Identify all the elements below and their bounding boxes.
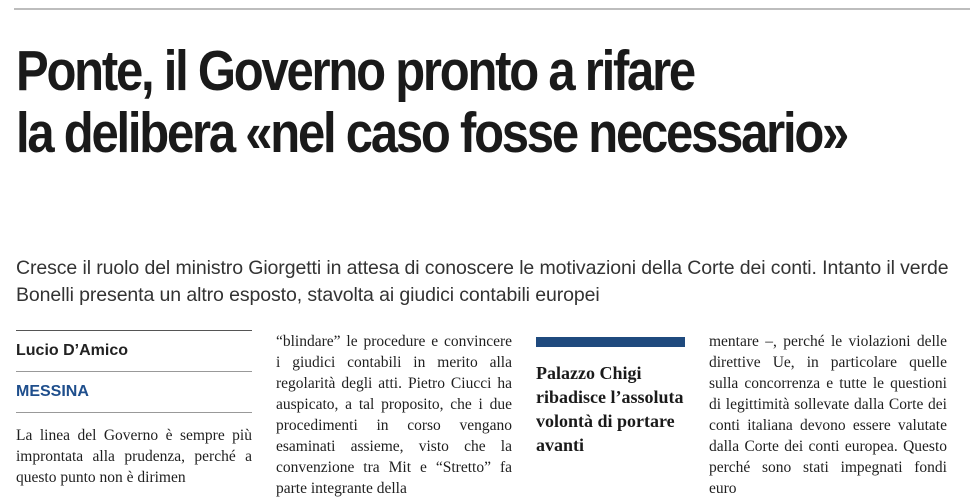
- subheadline: Cresce il ruolo del ministro Giorgetti in attesa di conoscere le motivazioni della Corte dei conti. Intanto il verde Bonelli presenta un altro esposto, stavolta ai giudici contabili europei: [16, 257, 949, 306]
- dateline-city: MESSINA: [16, 383, 89, 400]
- headline-line-2: la delibera «nel caso fosse necessario»: [16, 101, 848, 165]
- headline: [16, 39, 848, 165]
- pull-quote-bar: [536, 337, 685, 347]
- dateline-divider: [16, 412, 252, 413]
- column-1-text: La linea del Governo è sempre più improntata alla prudenza, perché a questo punto non è dirimen: [16, 427, 252, 486]
- column-2-text: “blindare” le procedure e convincere i giudici contabili in merito alla regolarità degli atti. Pietro Ciucci ha auspicato, a tal proposito, che i due procedimenti in corso vengano esaminati assieme, visto che la convenzione tra Mit e “Stretto” fa parte integrante della: [276, 333, 512, 497]
- column-1: [16, 330, 252, 488]
- headline-line-1: Ponte, il Governo pronto a rifare: [16, 39, 694, 103]
- pull-quote: [536, 337, 685, 457]
- column-4-text: mentare –, perché le violazioni delle direttive Ue, in particolare quelle sulla concorrenza e tutte le questioni di legittimità sollevate dalla Corte dei conti italiana devono essere valutate dalla Corte dei conti europea. Questo perché sono stati impegnati fondi euro: [709, 333, 947, 497]
- author-byline: Lucio D’Amico: [16, 342, 129, 359]
- pull-quote-text: Palazzo Chigi ribadisce l’assoluta volontà di portare avanti: [536, 363, 684, 455]
- top-rule: [14, 8, 970, 10]
